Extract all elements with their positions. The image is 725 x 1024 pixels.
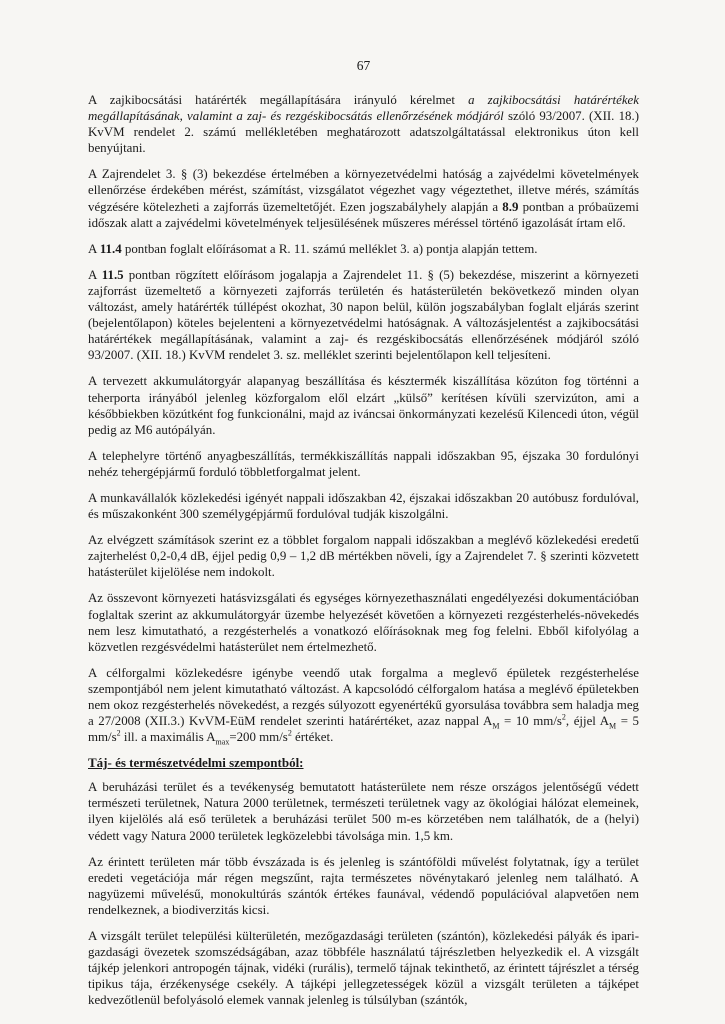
paragraph-protected-areas: A beruházási terület és a tevékenység bemutatott hatásterülete nem része országos jelentőségű védett természeti területnek, Natura 2000 területnek, természeti területnek vagy az ökológiai hálózat elemeinek, ilyen kijelölés alá eső területek a beruházási terület 500 m-es körzetében nem találhatók, de a (helyi) védett vagy Natura 2000 területek legközelebbi távolsága min. 1,5 km.: [88, 780, 639, 843]
paragraph-text: , éjjel A: [565, 714, 610, 729]
paragraph-text: = 5 mm/s: [88, 714, 640, 745]
superscript: 2: [116, 728, 121, 738]
superscript: 2: [287, 728, 292, 738]
paragraph-measurement: [88, 166, 639, 230]
paragraph-point-11-4: [88, 241, 639, 257]
point-reference: 11.5: [101, 267, 124, 282]
section-heading: Táj- és természetvédelmi szempontból:: [88, 755, 304, 771]
paragraph-text: pontban a próbaüzemi időszak alatt a zajvédelmi követelmények teljesülésének műszeres méréssel történő igazolását írtam elő.: [88, 199, 640, 230]
paragraph-application: [88, 92, 639, 156]
paragraph-text: A Zajrendelet 3. § (3) bekezdése értelmében a környezetvédelmi hatóság a zajvédelmi követelmények ellenőrzése érdekében mérést, számítást, vizsgálatot végezhet vagy végeztethet, illetve mérés, számítás végzésére kötelezheti a zajforrás üzemeltetőjét. Ezen jogszabályhely alapján a: [88, 167, 639, 214]
paragraph-text: A zajkibocsátási határérték megállapítására irányuló kérelmet: [88, 93, 469, 107]
paragraph-text: = 10 mm/s: [499, 714, 562, 729]
subscript: M: [492, 721, 500, 731]
paragraph-text: pontban rögzített előírásom jogalapja a Zajrendelet 11. § (5) bekezdése, miszerint a környezeti zajforrást üzemeltető a környezeti zajforrás területén és hatásterületén bekövetkező minden olyan változást, amely határérték túllépést okozhat, 30 napon belül, külön jogszabályban foglalt eljárás szerint (bejelentőlapon) köteles bejelenteni a környezetvédelmi hatóságnak. A változásjelentést a zajkibocsátási határértékek megállapításának, valamint a zaj- és rezgéskibocsátás ellenőrzésének módjáról szóló 93/2007. (XII. 18.) KvVM rendelet 3. sz. melléklet szerinti bejelentőlapon kell teljesíteni.: [88, 267, 640, 363]
point-reference: 11.4: [99, 241, 122, 256]
paragraph-noise-calculation: Az elvégzett számítások szerint ez a többlet forgalom nappali időszakban a meglévő közlekedési eredetű zajterhelést 0,2-0,4 dB, éjjel pedig 0,9 – 1,2 dB mértékben növeli, így a Zajrendelet 7. § szerinti közvetett hatásterület kijelölése nem indokolt.: [88, 533, 639, 580]
paragraph-text: szóló 93/2007. (XII. 18.) KvVM rendelet 2. számú mellékletében meghatározott adatszolgáltatással elektronikus úton kell benyújtani.: [88, 109, 639, 156]
paragraph-commuter-traffic: A munkavállalók közlekedési igényét nappali időszakban 42, éjszakai időszakban 20 autóbusz fordulóval, és műszakonként 300 személygépjármű fordulóval tudják kiszolgálni.: [88, 490, 639, 522]
paragraph-text: A: [88, 267, 102, 282]
paragraph-landscape: A vizsgált terület települési külterületén, mezőgazdasági területen (szántón), közlekedési pályák és ipari-gazdasági övezetek szomszédságában, azaz többféle használatú tájrészletben helyezkedik el. A vizsgált tájkép jelenkori antropogén tájnak, vidéki (rurális), termelő tájnak tekinthető, az érintett tájrészlet a térség tipikus tája, érzékenysége csekély. A tájképi jellegzetességek közül a vizsgált területen a tájképet kedvezőtlenül befolyásoló elemek vannak jelenleg is túlsúlyban (szántók,: [88, 929, 639, 1008]
paragraph-vegetation: Az érintett területen már több évszázada is és jelenleg is szántóföldi művelést folytatnak, így a terület eredeti vegetációja már régen megszűnt, rajta természetes növénytakaró jelenleg nem található. A nagyüzemi művelésű, monokultúrás szántók értékes faunával, védendő populációval alapvetően nem rendelkeznek, a biodiverzitás kicsi.: [88, 854, 639, 917]
paragraph-text: A célforgalmi közlekedésre igénybe veendő utak forgalma a meglevő épületek rezgésterhelése szempontjából nem jelent kimutatható változást. A kapcsolódó célforgalom hatása a meglévő épületekben nem okoz rezgésterhelés növekedést, a rezgés súlyozott egyenértékű gyorsulása továbbra sem haladja meg a 27/2008 (XII.3.) KvVM-EüM rendelet szerinti határértéket, azaz nappal A: [88, 665, 639, 729]
paragraph-vibration-limits: [88, 665, 639, 745]
paragraph-text: értéket.: [291, 730, 334, 745]
paragraph-text: A: [88, 241, 100, 256]
paragraph-vibration-assessment: Az összevont környezeti hatásvizsgálati és egységes környezethasználati engedélyezési dokumentációban foglaltak szerint az akkumulátorgyár üzembe helyezését követően a környezeti rezgésterhelés-növekedés nem lesz kimutatható, a rezgésterhelés a vonatkozó előírásoknak meg fog felelni. Ebből kifolyólag a közvetlen rezgésvédelmi hatásterület nem értelmezhető.: [88, 591, 639, 654]
paragraph-text: =200 mm/s: [229, 730, 288, 745]
subscript: M: [609, 721, 617, 731]
regulation-title-italic: a zajkibocsátási határértékek megállapításának, valamint a zaj- és rezgéskibocsátás ellenőrzésének módjáról: [88, 93, 639, 124]
superscript: 2: [561, 712, 566, 722]
paragraph-text: ill. a maximális A: [120, 730, 216, 745]
paragraph-point-11-5: [88, 267, 639, 364]
paragraph-truck-traffic: A telephelyre történő anyagbeszállítás, termékkiszállítás nappali időszakban 95, éjszaka 30 fordulónyi nehéz tehergépjármű forduló többletforgalmat jelent.: [88, 448, 639, 479]
page-number: 67: [356, 58, 371, 73]
paragraph-transport: A tervezett akkumulátorgyár alapanyag beszállítása és késztermék kiszállítása közúton fog történni a teherporta irányából jelenleg közforgalom elől elzárt „külső” kerítésen kívüli szervizúton, ami a későbbiekben közútként fog funkcionálni, majd az iváncsai önkormányzati kezelésű Kilencedi úton, végül pedig az M6 autópályán.: [88, 374, 639, 437]
paragraph-text: pontban foglalt előírásomat a R. 11. számú melléklet 3. a) pontja alapján tettem.: [121, 241, 538, 256]
point-reference: 8.9: [502, 199, 519, 214]
subscript: max: [215, 737, 230, 747]
